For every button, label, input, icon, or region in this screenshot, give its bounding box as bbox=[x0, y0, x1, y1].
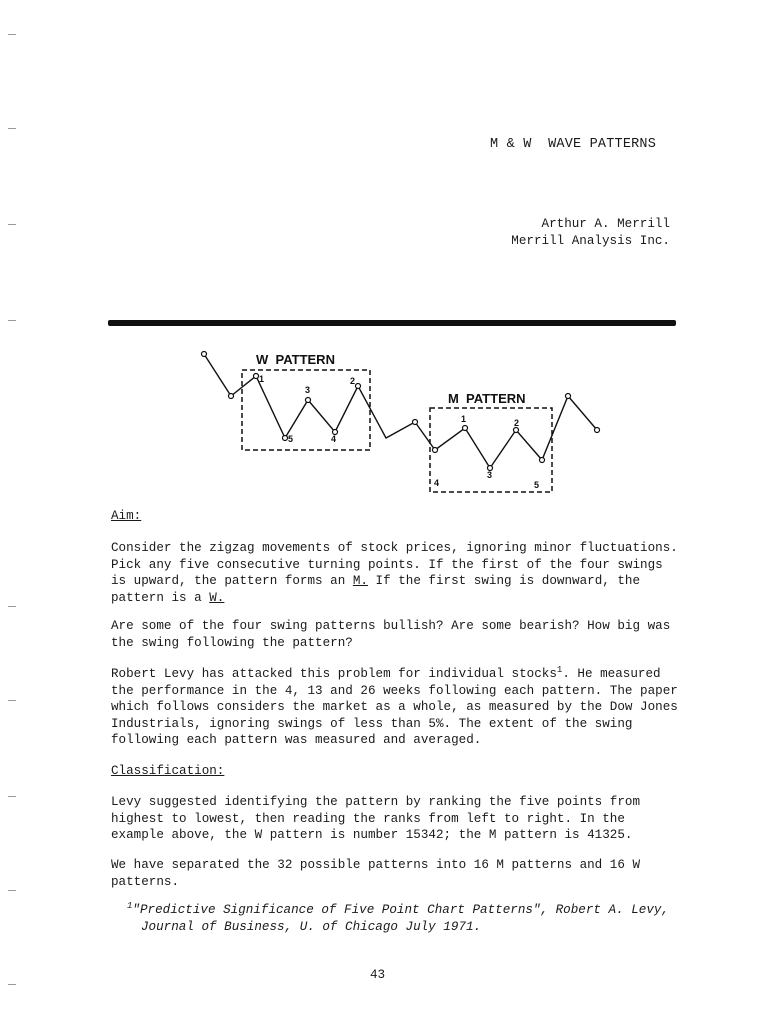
aim-p1-text-b: If the first swing is downward, the pattern is a bbox=[111, 574, 641, 605]
w-rank-label: 2 bbox=[350, 376, 356, 386]
aim-p3-text-b: . He measured the performance in the 4, 13 and 26 weeks following each pattern. The paper which follows considers the market as a whole, as measured by the Dow Jones Industrials, ignoring swings of less than 5%. The extent of the swing following each pattern was measured and averaged. bbox=[111, 667, 678, 747]
aim-p1-m: M. bbox=[352, 574, 368, 588]
footnote bbox=[127, 902, 687, 935]
m-rank-label: 4 bbox=[434, 478, 440, 488]
margin-mark bbox=[8, 34, 16, 35]
turning-point bbox=[202, 352, 207, 357]
aim-p1-w: W. bbox=[209, 590, 225, 605]
margin-mark bbox=[8, 700, 16, 701]
classification-paragraph-2: We have separated the 32 possible patterns into 16 M patterns and 16 W patterns. bbox=[111, 858, 641, 889]
margin-mark bbox=[8, 984, 16, 985]
m-pattern-label: M PATTERN bbox=[448, 391, 526, 406]
turning-point bbox=[514, 428, 519, 433]
m-rank-label: 5 bbox=[534, 480, 540, 490]
aim-paragraph-2: Are some of the four swing patterns bullish? Are some bearish? How big was the swing following the pattern? bbox=[111, 619, 671, 650]
turning-point bbox=[254, 374, 259, 379]
author-org: Merrill Analysis Inc. bbox=[511, 234, 670, 248]
turning-point bbox=[540, 458, 545, 463]
aim-paragraph-3 bbox=[111, 666, 681, 749]
turning-point bbox=[413, 420, 418, 425]
wave-pattern-diagram bbox=[190, 340, 610, 510]
footnote-ref: 1 bbox=[556, 664, 563, 675]
margin-mark bbox=[8, 224, 16, 225]
page-number: 43 bbox=[370, 968, 386, 982]
page-title: M & W WAVE PATTERNS bbox=[490, 137, 657, 152]
section-rule bbox=[108, 320, 676, 326]
m-rank-label: 2 bbox=[514, 418, 520, 428]
zigzag-line bbox=[204, 354, 597, 468]
aim-p1-text-a: Consider the zigzag movements of stock prices, ignoring minor fluctuations. Pick any five consecutive turning points. If the first of the four swings is upward, the pattern forms an bbox=[111, 541, 678, 588]
m-rank-label: 3 bbox=[487, 470, 493, 480]
margin-mark bbox=[8, 320, 16, 321]
w-rank-label: 4 bbox=[331, 434, 337, 444]
turning-point bbox=[229, 394, 234, 399]
aim-paragraph-1 bbox=[111, 540, 681, 606]
author-block bbox=[511, 216, 670, 250]
footnote-marker: 1 bbox=[127, 900, 133, 911]
turning-point bbox=[463, 426, 468, 431]
classification-paragraph-1: Levy suggested identifying the pattern by ranking the five points from highest to lowest, then reading the ranks from left to right. In the example above, the W pattern is number 15342; the M pattern is 41325. bbox=[111, 795, 641, 842]
footnote-line-1: "Predictive Significance of Five Point Chart Patterns", Robert A. Levy, bbox=[132, 903, 669, 917]
aim-heading: Aim: bbox=[111, 509, 142, 523]
margin-mark bbox=[8, 796, 16, 797]
turning-point bbox=[306, 398, 311, 403]
w-rank-label: 1 bbox=[259, 374, 265, 384]
margin-mark bbox=[8, 606, 16, 607]
aim-p3-text-a: Robert Levy has attacked this problem for individual stocks bbox=[111, 667, 557, 681]
margin-mark bbox=[8, 128, 16, 129]
w-rank-label: 3 bbox=[305, 385, 311, 395]
w-rank-label: 5 bbox=[288, 434, 294, 444]
w-pattern-label: W PATTERN bbox=[256, 352, 335, 367]
m-rank-label: 1 bbox=[461, 414, 467, 424]
turning-point bbox=[433, 448, 438, 453]
turning-point bbox=[283, 436, 288, 441]
turning-point bbox=[356, 384, 361, 389]
footnote-line-2: Journal of Business, U. of Chicago July 1971. bbox=[141, 919, 482, 934]
turning-point bbox=[566, 394, 571, 399]
classification-heading: Classification: bbox=[111, 764, 225, 778]
margin-mark bbox=[8, 890, 16, 891]
author-name: Arthur A. Merrill bbox=[541, 217, 670, 231]
turning-point bbox=[595, 428, 600, 433]
